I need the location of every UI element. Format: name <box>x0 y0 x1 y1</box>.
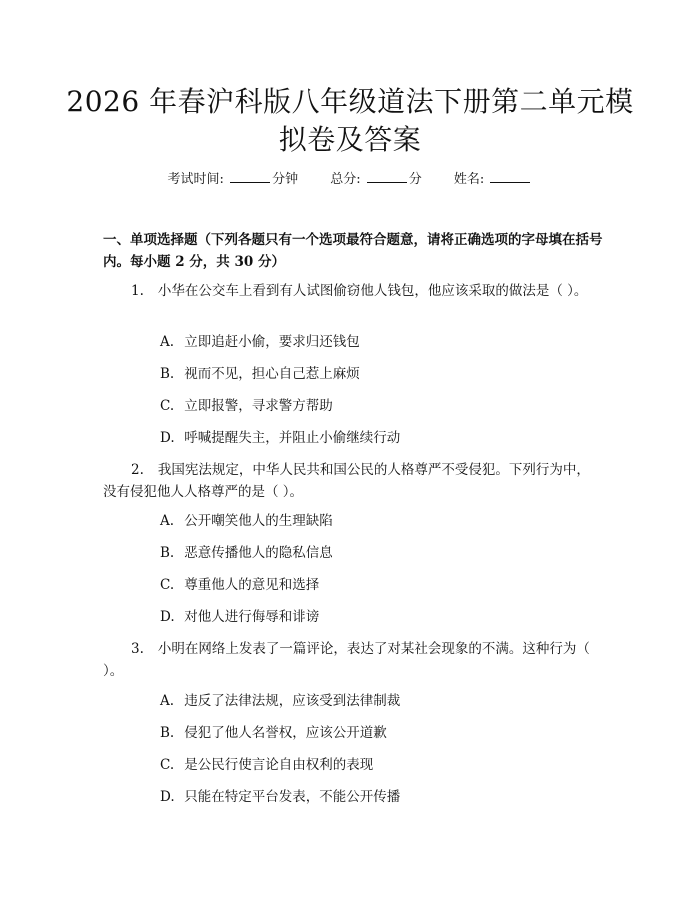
option-1c: C. 立即报警，寻求警方帮助 <box>160 398 333 414</box>
question-1 <box>103 280 603 302</box>
option-1b: B. 视而不见，担心自己惹上麻烦 <box>160 366 360 382</box>
time-unit: 分钟 <box>272 172 299 187</box>
option-3c: C. 是公民行使言论自由权利的表现 <box>160 757 374 773</box>
name-label: 姓名: <box>453 172 485 187</box>
name-blank <box>490 168 530 183</box>
question-number: 1. <box>131 283 144 299</box>
question-2 <box>103 459 603 503</box>
time-blank <box>230 168 270 183</box>
section-heading: 一、单项选择题（下列各题只有一个选项最符合题意，请将正确选项的字母填在括号内。每小题 2 分，共 30 分） <box>103 232 603 270</box>
question-stem: 小明在网络上发表了一篇评论，表达了对某社会现象的不满。这种行为（ ）。 <box>103 641 590 679</box>
score-blank <box>367 168 407 183</box>
option-1a: A. 立即追赶小偷，要求归还钱包 <box>160 334 360 350</box>
question-number: 3. <box>131 641 144 657</box>
option-2d: D. 对他人进行侮辱和诽谤 <box>160 609 320 625</box>
score-unit: 分 <box>408 172 422 187</box>
question-stem: 我国宪法规定，中华人民共和国公民的人格尊严不受侵犯。下列行为中，没有侵犯他人人格尊严的是（ ）。 <box>103 462 590 500</box>
name-field <box>454 172 533 187</box>
time-label: 考试时间: <box>167 172 224 187</box>
score-field <box>330 172 426 187</box>
option-2b: B. 恶意传播他人的隐私信息 <box>160 545 333 561</box>
option-3b: B. 侵犯了他人名誉权，应该公开道歉 <box>160 725 387 741</box>
document-title-line2: 拟卷及答案 <box>278 123 422 156</box>
document-title-line1: 2026 年春沪科版八年级道法下册第二单元模 <box>66 85 634 118</box>
exam-meta <box>0 168 700 190</box>
option-3a: A. 违反了法律法规，应该受到法律制裁 <box>160 693 401 709</box>
option-1d: D. 呼喊提醒失主，并阻止小偷继续行动 <box>160 430 401 446</box>
question-number: 2. <box>131 462 144 478</box>
option-3d: D. 只能在特定平台发表，不能公开传播 <box>160 789 401 805</box>
option-2a: A. 公开嘲笑他人的生理缺陷 <box>160 513 333 529</box>
score-label: 总分: <box>330 172 361 187</box>
time-field <box>168 172 303 187</box>
question-stem: 小华在公交车上看到有人试图偷窃他人钱包，他应该采取的做法是（ ）。 <box>157 283 588 299</box>
question-3 <box>103 638 603 682</box>
option-2c: C. 尊重他人的意见和选择 <box>160 577 320 593</box>
